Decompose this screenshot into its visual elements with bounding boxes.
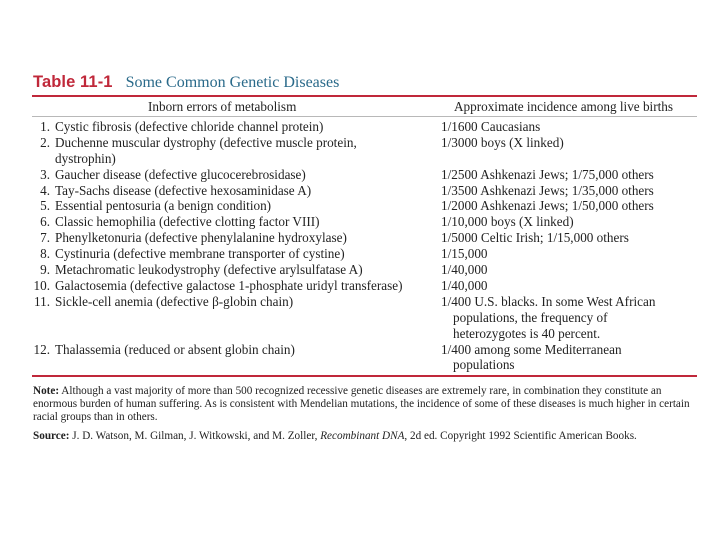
disease-name (55, 230, 425, 246)
disease-name-line: Classic hemophilia (defective clotting factor VIII) (55, 214, 320, 230)
row-number: 9. (40, 262, 50, 278)
top-rule (32, 95, 697, 97)
disease-name (55, 119, 425, 135)
source-book-title: Recombinant DNA (320, 430, 405, 442)
disease-name-line: Thalassemia (reduced or absent globin chain) (55, 341, 295, 357)
incidence (441, 167, 701, 183)
disease-name-line: Tay-Sachs disease (defective hexosaminidase A) (55, 182, 312, 198)
disease-name-line: Essential pentosuria (a benign condition) (55, 198, 272, 214)
table-note (33, 385, 693, 423)
table-row (0, 278, 720, 294)
incidence-line: 1/5000 Celtic Irish; 1/15,000 others (441, 230, 629, 246)
incidence (441, 278, 701, 294)
disease-name-line: Cystinuria (defective membrane transporter of cystine) (55, 246, 345, 262)
incidence (441, 119, 701, 135)
disease-name (55, 246, 425, 262)
row-number: 5. (40, 198, 50, 214)
incidence-line: 1/15,000 (441, 246, 488, 262)
disease-name (55, 214, 425, 230)
row-number: 2. (40, 134, 50, 150)
incidence-line: 1/40,000 (441, 277, 488, 293)
table-row (0, 262, 720, 278)
table-source (33, 430, 693, 443)
row-number: 3. (40, 166, 50, 182)
incidence-line: populations, the frequency of (453, 309, 608, 325)
source-label: Source: (33, 430, 70, 442)
row-number: 12. (33, 341, 50, 357)
table-row (0, 135, 720, 167)
row-number: 4. (40, 182, 50, 198)
incidence (441, 342, 701, 374)
note-label: Note: (33, 385, 60, 397)
incidence-line: 1/2000 Ashkenazi Jews; 1/50,000 others (441, 198, 654, 214)
incidence (441, 135, 701, 151)
table-title: Some Common Genetic Diseases (125, 74, 340, 91)
disease-name-line: Cystic fibrosis (defective chloride channel protein) (55, 119, 324, 134)
row-number: 8. (40, 246, 50, 262)
incidence-line: 1/3000 boys (X linked) (441, 134, 564, 150)
disease-name-line: Sickle-cell anemia (defective β-globin chain) (55, 293, 294, 309)
table-row (0, 294, 720, 342)
incidence-line: populations (453, 357, 515, 373)
incidence (441, 262, 701, 278)
row-number: 6. (40, 214, 50, 230)
table-title-row (33, 73, 698, 95)
incidence (441, 294, 701, 342)
column-header-incidence: Approximate incidence among live births (454, 99, 673, 114)
table-row (0, 167, 720, 183)
incidence-line: 1/400 U.S. blacks. In some West African (441, 293, 656, 309)
disease-name (55, 167, 425, 183)
incidence-line: 1/2500 Ashkenazi Jews; 1/75,000 others (441, 166, 654, 182)
bottom-rule (32, 375, 697, 377)
table-row (0, 342, 720, 374)
disease-name (55, 262, 425, 278)
disease-name-line: Gaucher disease (defective glucocerebrosidase) (55, 166, 306, 182)
incidence-line: 1/1600 Caucasians (441, 119, 541, 134)
table-row (0, 214, 720, 230)
table-row (0, 198, 720, 214)
disease-name-line: Phenylketonuria (defective phenylalanine hydroxylase) (55, 230, 347, 246)
row-number: 7. (40, 230, 50, 246)
table-row (0, 246, 720, 262)
incidence (441, 230, 701, 246)
table-row (0, 230, 720, 246)
incidence (441, 183, 701, 199)
disease-name (55, 294, 425, 310)
disease-name (55, 342, 425, 358)
row-number: 11. (34, 293, 50, 309)
disease-name-line: Duchenne muscular dystrophy (defective muscle protein, (55, 134, 357, 150)
table-row (0, 119, 720, 135)
incidence-line: 1/3500 Ashkenazi Jews; 1/35,000 others (441, 182, 654, 198)
disease-name (55, 135, 425, 167)
header-rule (32, 116, 697, 117)
row-number: 1. (40, 119, 50, 134)
table-body (0, 119, 720, 373)
incidence-line: heterozygotes is 40 percent. (453, 325, 601, 341)
incidence-line: 1/400 among some Mediterranean (441, 341, 622, 357)
column-header-diseases: Inborn errors of metabolism (148, 99, 297, 114)
note-text: Although a vast majority of more than 500 recognized recessive genetic diseases are extremely rare, in combination they constitute an enormous burden of human suffering. As is consistent with Mendelian mutations, the incidence of some of these diseases is much higher in certain racial groups than in others. (33, 385, 690, 423)
disease-name (55, 198, 425, 214)
incidence-line: 1/10,000 boys (X linked) (441, 214, 574, 230)
incidence-line: 1/40,000 (441, 262, 488, 278)
incidence (441, 246, 701, 262)
row-number: 10. (33, 277, 50, 293)
disease-name-line: Metachromatic leukodystrophy (defective arylsulfatase A) (55, 262, 363, 278)
source-text-after: , 2d ed. Copyright 1992 Scientific American Books. (404, 430, 637, 442)
disease-name (55, 278, 425, 294)
incidence (441, 214, 701, 230)
disease-name-line: dystrophin) (55, 150, 116, 166)
disease-name-line: Galactosemia (defective galactose 1-phosphate uridyl transferase) (55, 277, 403, 293)
disease-name (55, 183, 425, 199)
incidence (441, 198, 701, 214)
source-text-before: J. D. Watson, M. Gilman, J. Witkowski, and M. Zoller, (69, 430, 321, 442)
table-number-label: Table 11-1 (33, 73, 113, 91)
table-row (0, 183, 720, 199)
